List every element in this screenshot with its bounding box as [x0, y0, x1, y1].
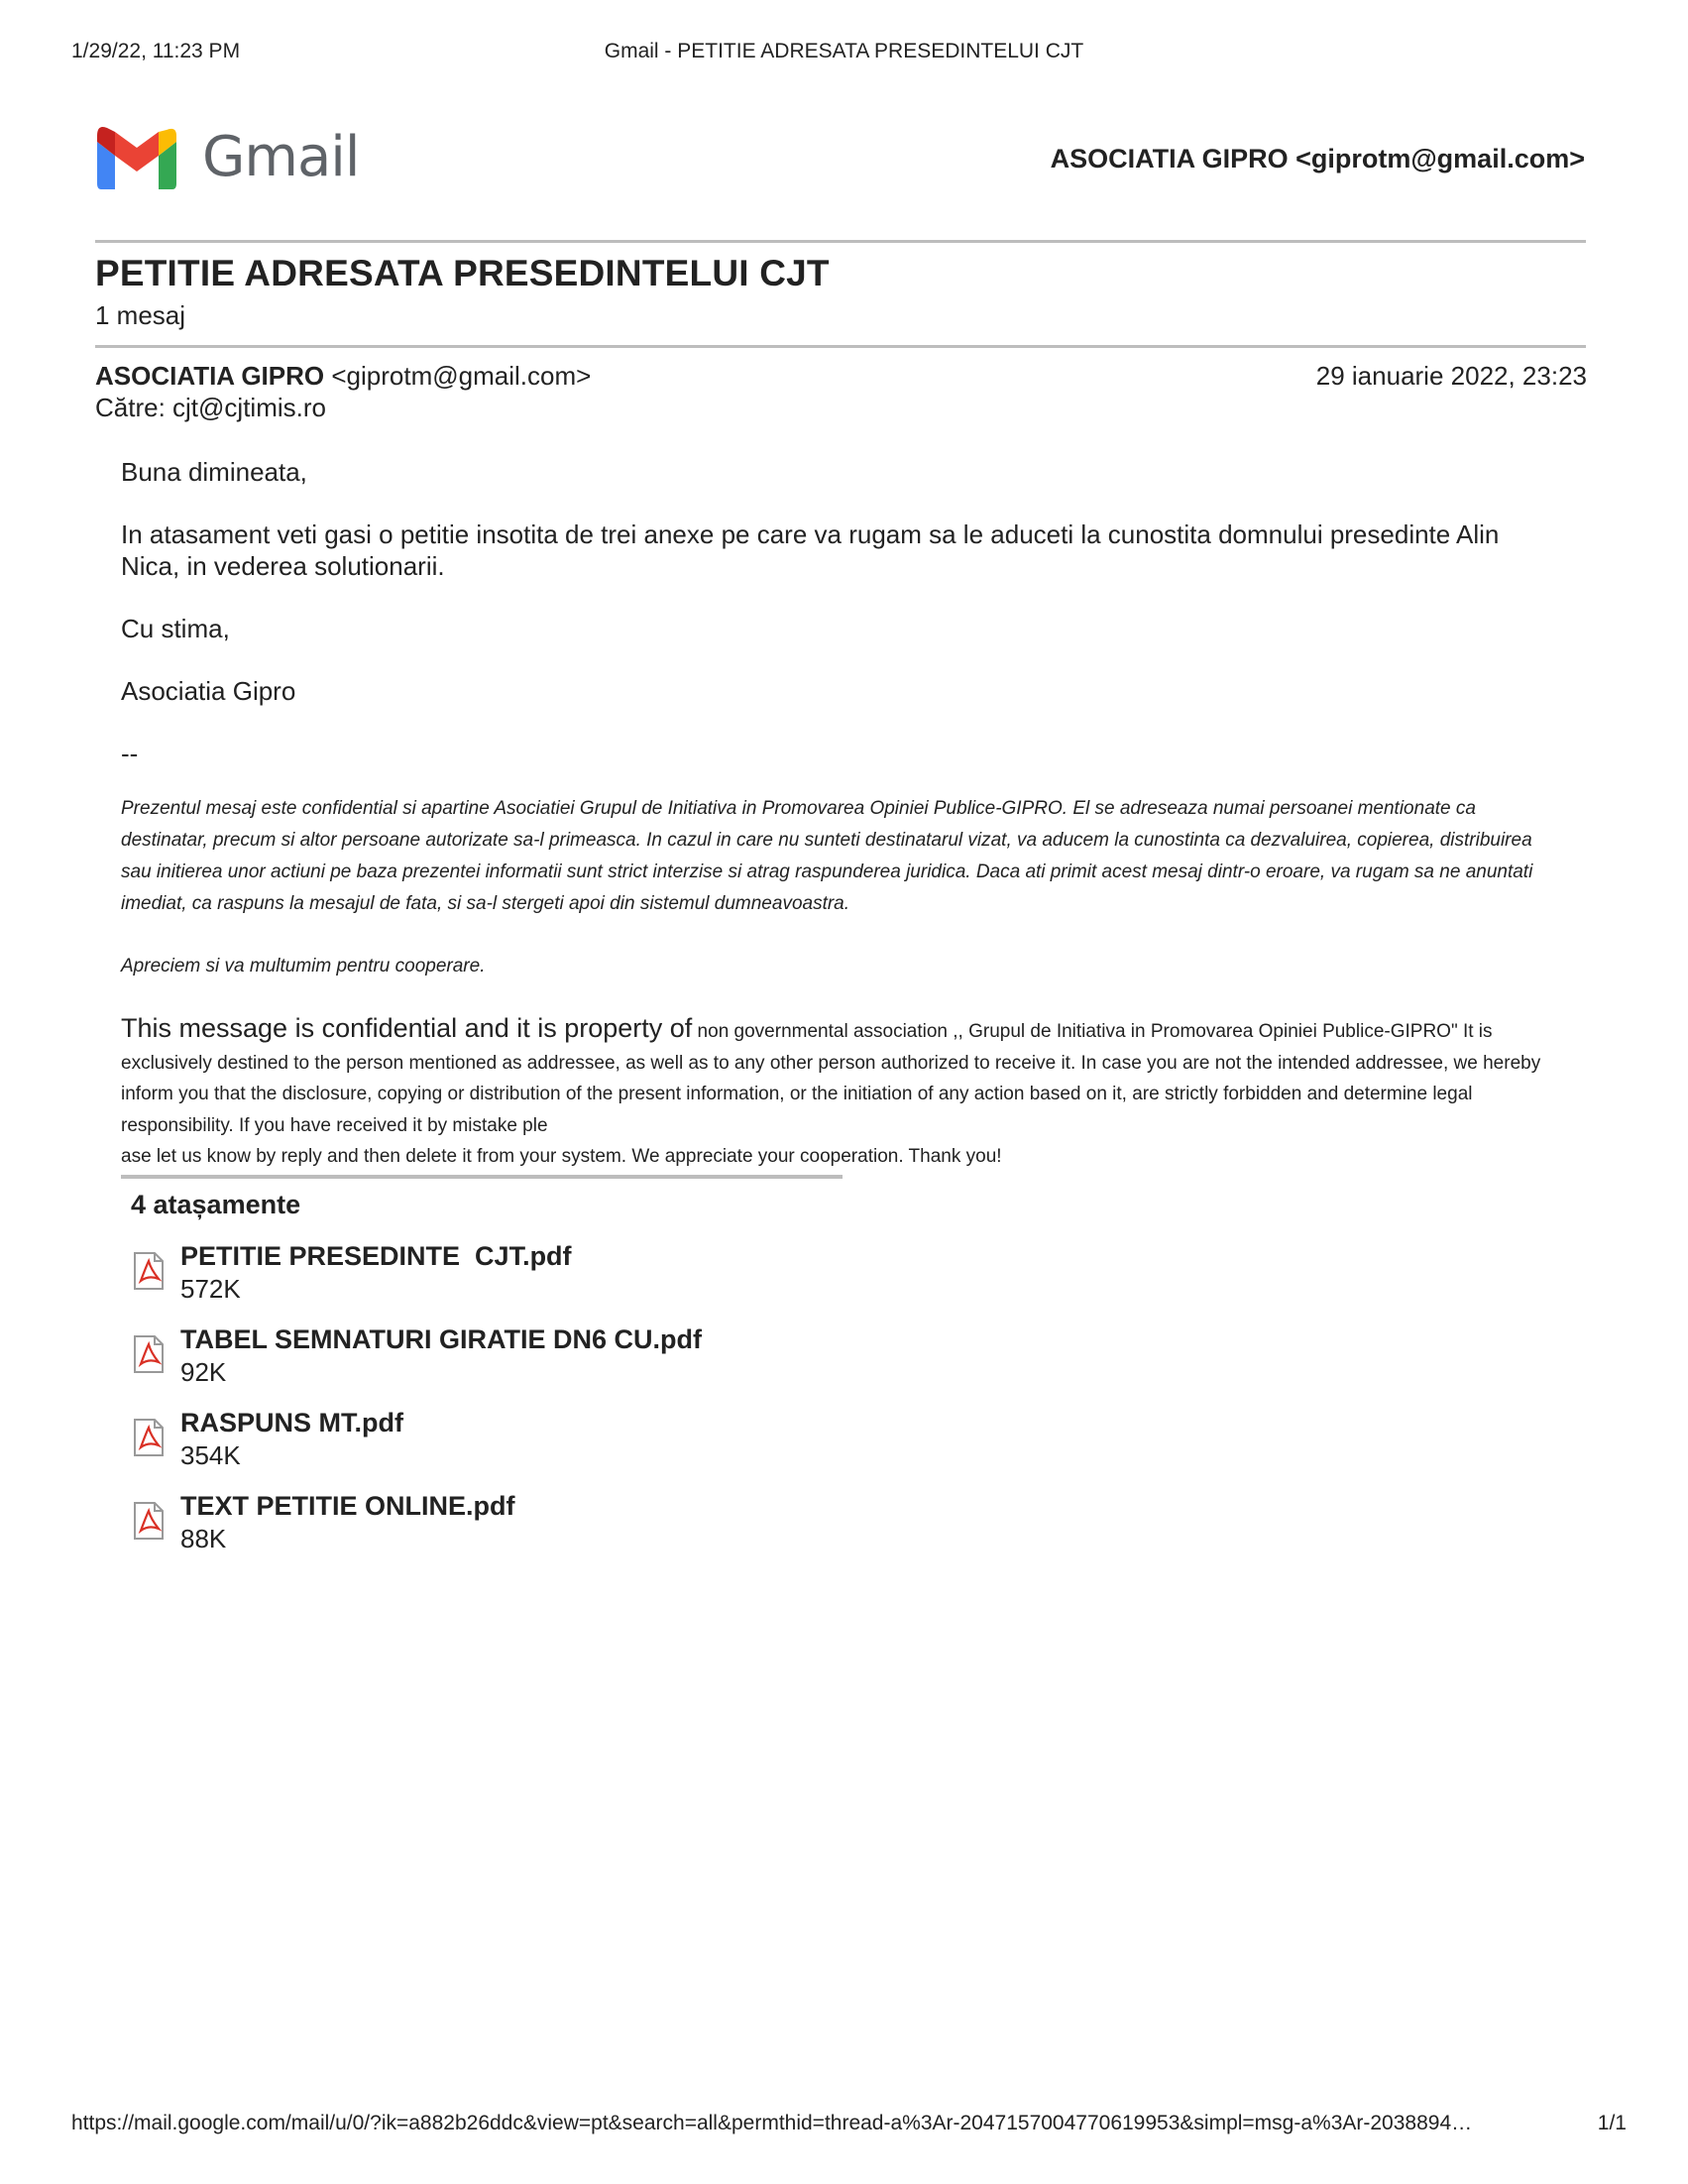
disclaimer-en-rest: non governmental association ,, Grupul de Initiativa in Promovarea Opiniei Publice-GIPRO" It is exclusively destined to the person mentioned as addressee, as well as to any other person authorized to receive it. In case you are not the intended addressee, we hereby inform you that the disclosure, copying or distribution of the present information, or the initiation of any action based on it, are strictly forbidden and determine legal responsibility. If you have received it by mistake ple — [121, 1021, 1541, 1136]
print-url: https://mail.google.com/mail/u/0/?ik=a882b26ddc&view=pt&search=all&permthid=thread-a%3Ar-2047157004770619953&simpl=msg-a%3Ar-2038894… — [71, 2112, 1473, 2134]
closing: Cu stima, — [121, 614, 230, 643]
message-recipient: Către: cjt@cjtimis.ro — [95, 393, 326, 422]
pdf-file-icon — [131, 1334, 167, 1374]
gmail-logo-icon — [95, 126, 178, 189]
attachment-name[interactable]: RASPUNS MT.pdf — [180, 1408, 403, 1437]
attachment-name[interactable]: PETITIE PRESEDINTE CJT.pdf — [180, 1241, 572, 1271]
header-divider — [95, 240, 1586, 243]
message-count: 1 mesaj — [95, 300, 186, 330]
sender-email: <giprotm@gmail.com> — [331, 361, 592, 391]
print-header — [71, 40, 1617, 69]
page-number: 1/1 — [1597, 2112, 1627, 2134]
message-sender — [95, 361, 591, 392]
disclaimer-en-lead: This message is confidential and it is property of — [121, 1013, 693, 1043]
body-paragraph: In atasament veti gasi o petitie insotita de trei anexe pe care va rugam sa le aduceti la cunostita domnului presedinte Alin Nica, in vederea solutionarii. — [121, 519, 1500, 581]
gmail-wordmark: Gmail — [202, 125, 360, 189]
gmail-logo — [95, 123, 359, 192]
signature: Asociatia Gipro — [121, 676, 296, 706]
thread-divider — [95, 345, 1586, 348]
attachment-size: 88K — [180, 1524, 227, 1553]
pdf-file-icon — [131, 1251, 167, 1291]
attachments-divider — [121, 1175, 843, 1179]
attachment-name[interactable]: TABEL SEMNATURI GIRATIE DN6 CU.pdf — [180, 1324, 702, 1354]
attachment-size: 354K — [180, 1440, 241, 1470]
signature-separator: -- — [121, 739, 139, 768]
disclaimer-en-tail: ase let us know by reply and then delete it from your system. We appreciate your cooperation. Thank you! — [121, 1146, 1002, 1167]
greeting: Buna dimineata, — [121, 457, 307, 487]
account-identity: ASOCIATIA GIPRO <giprotm@gmail.com> — [1050, 144, 1585, 173]
attachment-size: 92K — [180, 1357, 227, 1387]
disclaimer-ro: Prezentul mesaj este confidential si apartine Asociatiei Grupul de Initiativa in Promovarea Opiniei Publice-GIPRO. El se adreseaza numai persoanei mentionate ca destinatar, precum si altor persoane autorizate sa-l primeasca. In cazul in care nu sunteti destinatarul vizat, va aducem la cunostinta ca dezvaluirea, copierea, distribuirea sau initierea unor actiuni pe baza prezentei informatii sunt strict interzise si atrag raspunderea juridica. Daca ati primit acest mesaj dintr-o eroare, va rugam sa ne anuntati imediat, ca raspuns la mesajul de fata, si sa-l stergeti apoi din sistemul dumneavoastra. — [121, 798, 1533, 914]
print-page-title: Gmail - PETITIE ADRESATA PRESEDINTELUI CJT — [604, 40, 1084, 62]
message-body — [121, 456, 1558, 1173]
attachment-name[interactable]: TEXT PETITIE ONLINE.pdf — [180, 1491, 515, 1521]
attachments-title: 4 atașamente — [131, 1190, 301, 1219]
attachment-size: 572K — [180, 1274, 241, 1304]
thread-subject: PETITIE ADRESATA PRESEDINTELUI CJT — [95, 253, 830, 293]
pdf-file-icon — [131, 1418, 167, 1457]
sender-name: ASOCIATIA GIPRO — [95, 361, 325, 391]
print-timestamp: 1/29/22, 11:23 PM — [71, 40, 241, 62]
disclaimer-ro-thanks: Apreciem si va multumim pentru cooperare. — [121, 956, 486, 977]
disclaimer-en — [121, 1013, 1558, 1173]
message-date: 29 ianuarie 2022, 23:23 — [1315, 361, 1587, 391]
pdf-file-icon — [131, 1501, 167, 1541]
